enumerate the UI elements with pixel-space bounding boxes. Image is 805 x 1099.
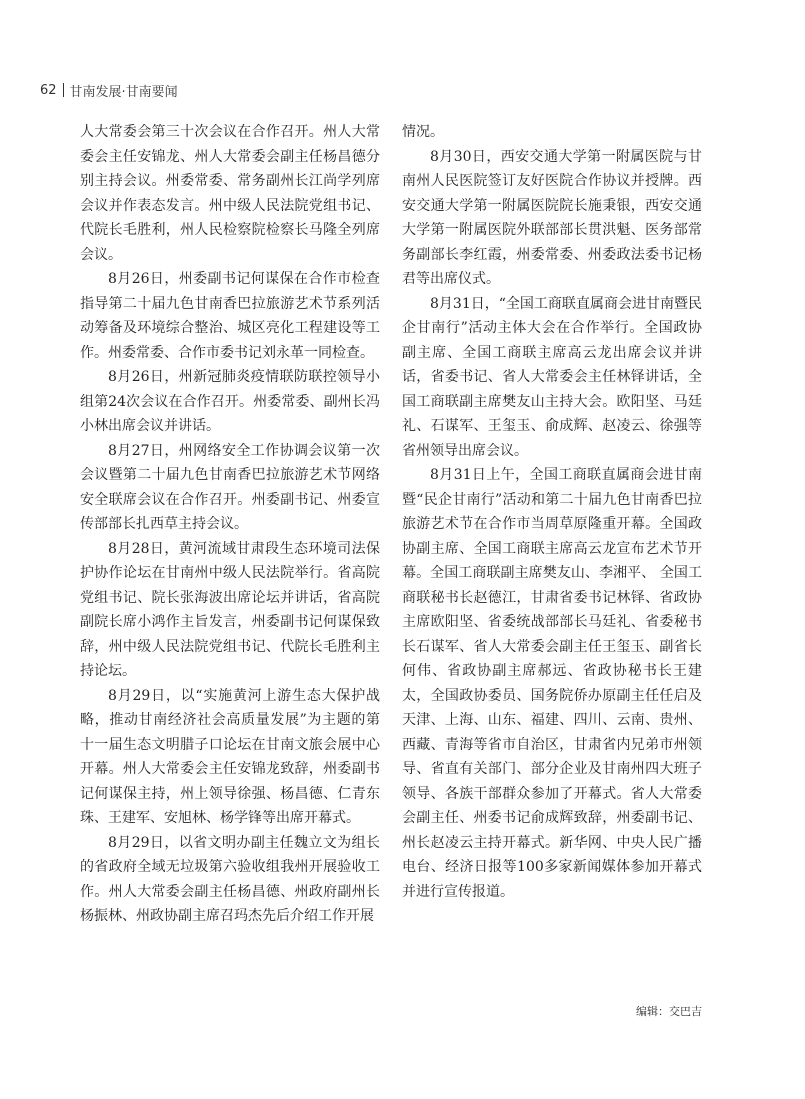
- editor-credit: 编辑：交巴吉: [636, 1005, 702, 1018]
- news-paragraph: 8月29日，以省文明办副主任魏立文为组长的省政府全域无垃圾第六验收组我州开展验收工作。州人大常委会副主任杨昌德、州政府副州长杨振林、州政协副主席召玛杰先后介绍工作开展: [80, 834, 380, 924]
- right-column: [402, 120, 702, 904]
- news-paragraph: 8月27日，州网络安全工作协调会议第一次会议暨第二十届九色甘南香巴拉旅游艺术节网络安全联席会议在合作召开。州委副书记、州委宣传部部长扎西草主持会议。: [80, 442, 380, 532]
- header-divider: [63, 83, 64, 97]
- news-paragraph: 8月30日，西安交通大学第一附属医院与甘南州人民医院签订友好医院合作协议并授牌。西安交通大学第一附属医院院长施秉银，西安交通大学第一附属医院外联部部长贯洪魁、医务部常务副部长李红霞，州委常委、州委政法委书记杨君等出席仪式。: [402, 148, 702, 287]
- news-paragraph: 8月26日，州委副书记何谋保在合作市检查指导第二十届九色甘南香巴拉旅游艺术节系列活动筹备及环境综合整治、城区亮化工程建设等工作。州委常委、合作市委书记刘永革一同检查。: [80, 271, 380, 361]
- left-column: [80, 120, 380, 929]
- page-header: [40, 80, 178, 100]
- news-paragraph: 人大常委会第三十次会议在合作召开。州人大常委会主任安锦龙、州人大常委会副主任杨昌德分别主持会议。州委常委、常务副州长江尚学列席会议并作表态发言。州中级人民法院党组书记、代院长毛胜利，州人民检察院检察长马隆全列席会议。: [80, 124, 380, 263]
- news-paragraph: 8月29日，以“实施黄河上游生态大保护战略，推动甘南经济社会高质量发展”为主题的第十一届生态文明腊子口论坛在甘南文旅会展中心开幕。州人大常委会主任安锦龙致辞，州委副书记何谋保主持，州上领导徐强、杨昌德、仁青东珠、王建军、安旭林、杨学锋等出席开幕式。: [80, 687, 380, 826]
- news-paragraph: 情况。: [402, 124, 444, 140]
- news-paragraph: 8月28日，黄河流域甘肃段生态环境司法保护协作论坛在甘南州中级人民法院举行。省高院党组书记、院长张海波出席论坛并讲话，省高院副院长席小鸿作主旨发言，州委副书记何谋保致辞，州中级人民法院党组书记、代院长毛胜利主持论坛。: [80, 540, 380, 679]
- news-paragraph: 8月31日，“全国工商联直属商会进甘南暨民企甘南行”活动主体大会在合作举行。全国政协副主席、全国工商联主席高云龙出席会议并讲话，省委书记、省人大常委会主任林铎讲话，全国工商联副主席樊友山主持大会。欧阳坚、马廷礼、石谋军、王玺玉、俞成辉、赵凌云、徐强等省州领导出席会议。: [402, 295, 702, 459]
- section-title: 甘南发展·甘南要闻: [69, 84, 178, 100]
- news-paragraph: 8月26日，州新冠肺炎疫情联防联控领导小组第24次会议在合作召开。州委常委、副州长冯小林出席会议并讲话。: [80, 369, 380, 434]
- page-number: 62: [40, 82, 57, 98]
- news-paragraph: 8月31日上午，全国工商联直属商会进甘南暨“民企甘南行”活动和第二十届九色甘南香巴拉旅游艺术节在合作市当周草原隆重开幕。全国政协副主席、全国工商联主席高云龙宣布艺术节开幕。全国工商联副主席樊友山、李湘平、 全国工商联秘书长赵德江，甘肃省委书记林铎、省政协主席欧阳坚、省委统战部部长马廷礼、省委秘书长石谋军、省人大常委会副主任王玺玉、副省长何伟、省政协副主席郝远、省政协秘书长王建太，全国政协委员、国务院侨办原副主任任启及天津、上海、山东、福建、四川、云南、贵州、西藏、青海等省市自治区，甘肃省内兄弟市州领导、省直有关部门、部分企业及甘南州四大班子领导、各族干部群众参加了开幕式。省人大常委会副主任、州委书记俞成辉致辞，州委副书记、州长赵凌云主持开幕式。新华网、中央人民广播电台、经济日报等100多家新闻媒体参加开幕式并进行宣传报道。: [402, 467, 702, 900]
